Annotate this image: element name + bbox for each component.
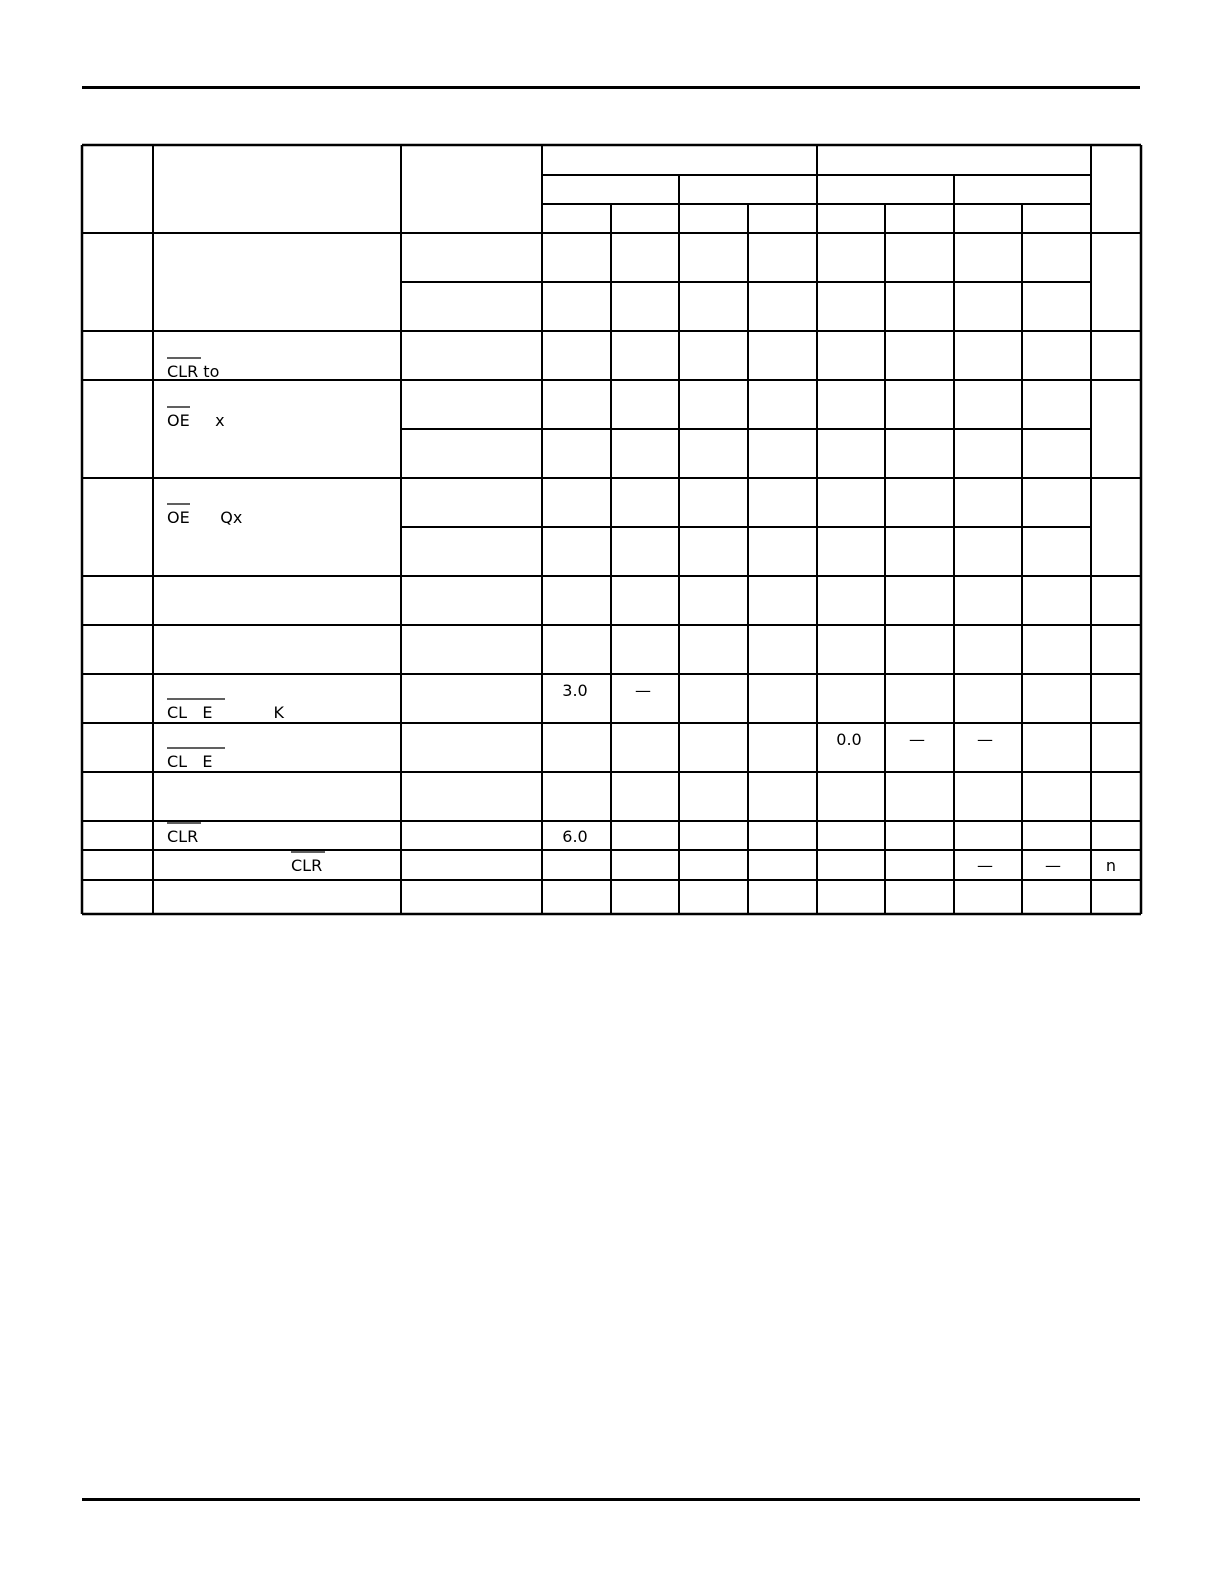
param-clr-2: CLR (291, 856, 323, 875)
param-clr: CLR (167, 827, 199, 846)
value-cell: — (635, 681, 651, 700)
param-oe-to-qx: OE Qx (167, 508, 243, 527)
value-cell: 0.0 (836, 730, 862, 749)
unit-cell: n (1105, 856, 1117, 875)
param-oe-to-x: OE x (167, 411, 225, 430)
param-cle: CL E (167, 752, 213, 771)
value-cell: — (909, 730, 925, 749)
value-cell: — (977, 856, 993, 875)
value-cell: 3.0 (562, 681, 588, 700)
param-clr-to: CLR to (167, 362, 220, 381)
table-grid (82, 145, 1141, 914)
value-cell: — (1045, 856, 1061, 875)
value-cell: — (977, 730, 993, 749)
value-cell: 6.0 (562, 827, 588, 846)
param-cle-k: CL E K (167, 703, 284, 722)
